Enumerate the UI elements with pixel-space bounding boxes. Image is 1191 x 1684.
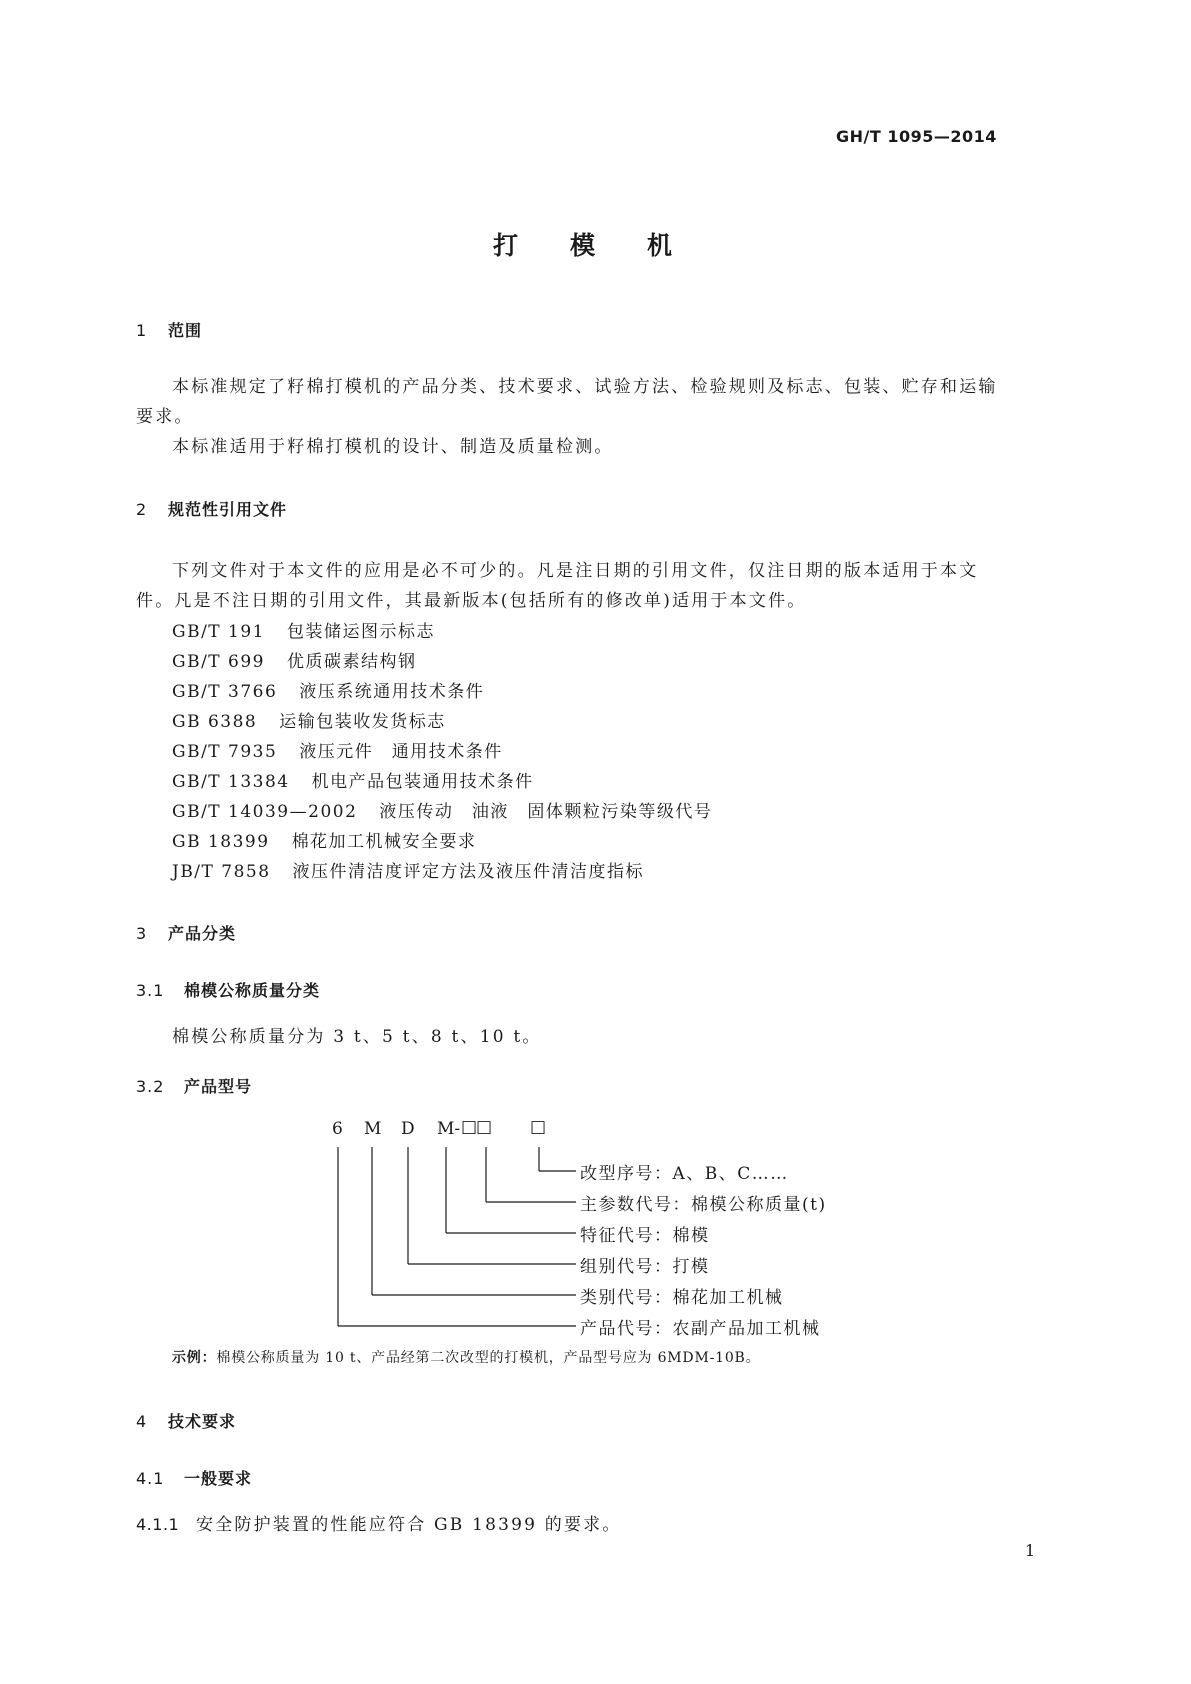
section-number: 4.1: [136, 1469, 165, 1488]
section-1-heading: [136, 318, 202, 341]
example-text: 棉模公称质量为 10 t、产品经第二次改型的打模机，产品型号应为 6MDM-10B。: [216, 1350, 761, 1366]
section-2-heading: [136, 497, 287, 520]
document-title: 打模机: [492, 231, 724, 260]
section-4-heading: [136, 1409, 236, 1432]
reference-title: 优质碳素结构钢: [287, 652, 417, 672]
code-group: D: [401, 1119, 415, 1139]
reference-title: 液压元件 通用技术条件: [299, 742, 503, 762]
section-number: 4: [136, 1412, 148, 1431]
reference-item: [172, 677, 484, 702]
code-modification-box: □: [530, 1117, 547, 1137]
reference-title: 包装储运图示标志: [287, 622, 435, 642]
code-category: M: [364, 1119, 382, 1139]
label-feature: 特征代号：棉模: [580, 1226, 710, 1246]
label-main-param: 主参数代号：棉模公称质量(t): [580, 1195, 827, 1215]
clause-text: 安全防护装置的性能应符合 GB 18399 的要求。: [196, 1515, 622, 1535]
reference-title: 棉花加工机械安全要求: [291, 832, 477, 852]
section-3-2-heading: [136, 1074, 252, 1097]
section-1-paragraph-1-line-2: 要求。: [136, 407, 194, 427]
section-number: 3: [136, 924, 148, 943]
section-title: 规范性引用文件: [168, 500, 288, 519]
section-4-1-heading: [136, 1466, 252, 1489]
standard-code: GH/T 1095—2014: [836, 127, 997, 146]
section-number: 1: [136, 321, 148, 340]
section-number: 3.1: [136, 981, 165, 1000]
section-number: 3.2: [136, 1077, 165, 1096]
section-3-1-text: 棉模公称质量分为 3 t、5 t、8 t、10 t。: [172, 1027, 542, 1047]
reference-code: GB 6388: [172, 712, 258, 732]
reference-title: 液压件清洁度评定方法及液压件清洁度指标: [292, 862, 645, 882]
code-feature: M-: [437, 1119, 461, 1139]
clause-number: 4.1.1: [136, 1515, 180, 1534]
label-category: 类别代号：棉花加工机械: [580, 1288, 784, 1308]
label-product: 产品代号：农副产品加工机械: [580, 1319, 821, 1339]
model-code-diagram: [320, 1117, 920, 1373]
code-product: 6: [332, 1119, 343, 1139]
reference-title: 运输包装收发货标志: [279, 712, 446, 732]
reference-code: GB 18399: [172, 832, 270, 852]
reference-code: GB/T 14039—2002: [172, 802, 358, 822]
reference-code: GB/T 191: [172, 622, 265, 642]
reference-code: JB/T 7858: [172, 862, 271, 882]
reference-item: [172, 827, 477, 852]
reference-code: GB/T 7935: [172, 742, 278, 762]
section-title: 技术要求: [168, 1412, 237, 1431]
code-main-param-boxes: □□: [461, 1117, 492, 1137]
page-number: 1: [1025, 1541, 1036, 1560]
example-note: [172, 1347, 760, 1367]
reference-item: [172, 797, 712, 822]
reference-item: [172, 707, 446, 732]
reference-title: 液压传动 油液 固体颗粒污染等级代号: [379, 802, 713, 822]
section-3-heading: [136, 921, 236, 944]
section-title: 棉模公称质量分类: [184, 981, 321, 1000]
section-title: 一般要求: [184, 1469, 253, 1488]
section-3-1-heading: [136, 978, 320, 1001]
reference-code: GB/T 13384: [172, 772, 290, 792]
section-1-paragraph-1-line-1: 本标准规定了籽棉打模机的产品分类、技术要求、试验方法、检验规则及标志、包装、贮存和运输: [172, 377, 998, 397]
section-title: 产品分类: [168, 924, 237, 943]
section-title: 范围: [168, 321, 203, 340]
reference-code: GB/T 699: [172, 652, 265, 672]
section-4-1-1: [136, 1510, 622, 1535]
example-label: 示例：: [172, 1350, 217, 1366]
section-2-paragraph-line-1: 下列文件对于本文件的应用是必不可少的。凡是注日期的引用文件，仅注日期的版本适用于本文: [172, 561, 979, 581]
reference-item: [172, 767, 534, 792]
section-title: 产品型号: [184, 1077, 253, 1096]
section-2-paragraph-line-2: 件。凡是不注日期的引用文件，其最新版本(包括所有的修改单)适用于本文件。: [136, 591, 807, 611]
reference-title: 液压系统通用技术条件: [299, 682, 485, 702]
reference-item: [172, 857, 644, 882]
reference-item: [172, 737, 503, 762]
section-1-paragraph-2: 本标准适用于籽棉打模机的设计、制造及质量检测。: [172, 437, 614, 457]
label-group: 组别代号：打模: [580, 1257, 710, 1277]
reference-title: 机电产品包装通用技术条件: [311, 772, 534, 792]
reference-item: [172, 617, 435, 642]
reference-item: [172, 647, 417, 672]
section-number: 2: [136, 500, 148, 519]
reference-code: GB/T 3766: [172, 682, 278, 702]
label-modification: 改型序号：A、B、C……: [580, 1164, 789, 1184]
